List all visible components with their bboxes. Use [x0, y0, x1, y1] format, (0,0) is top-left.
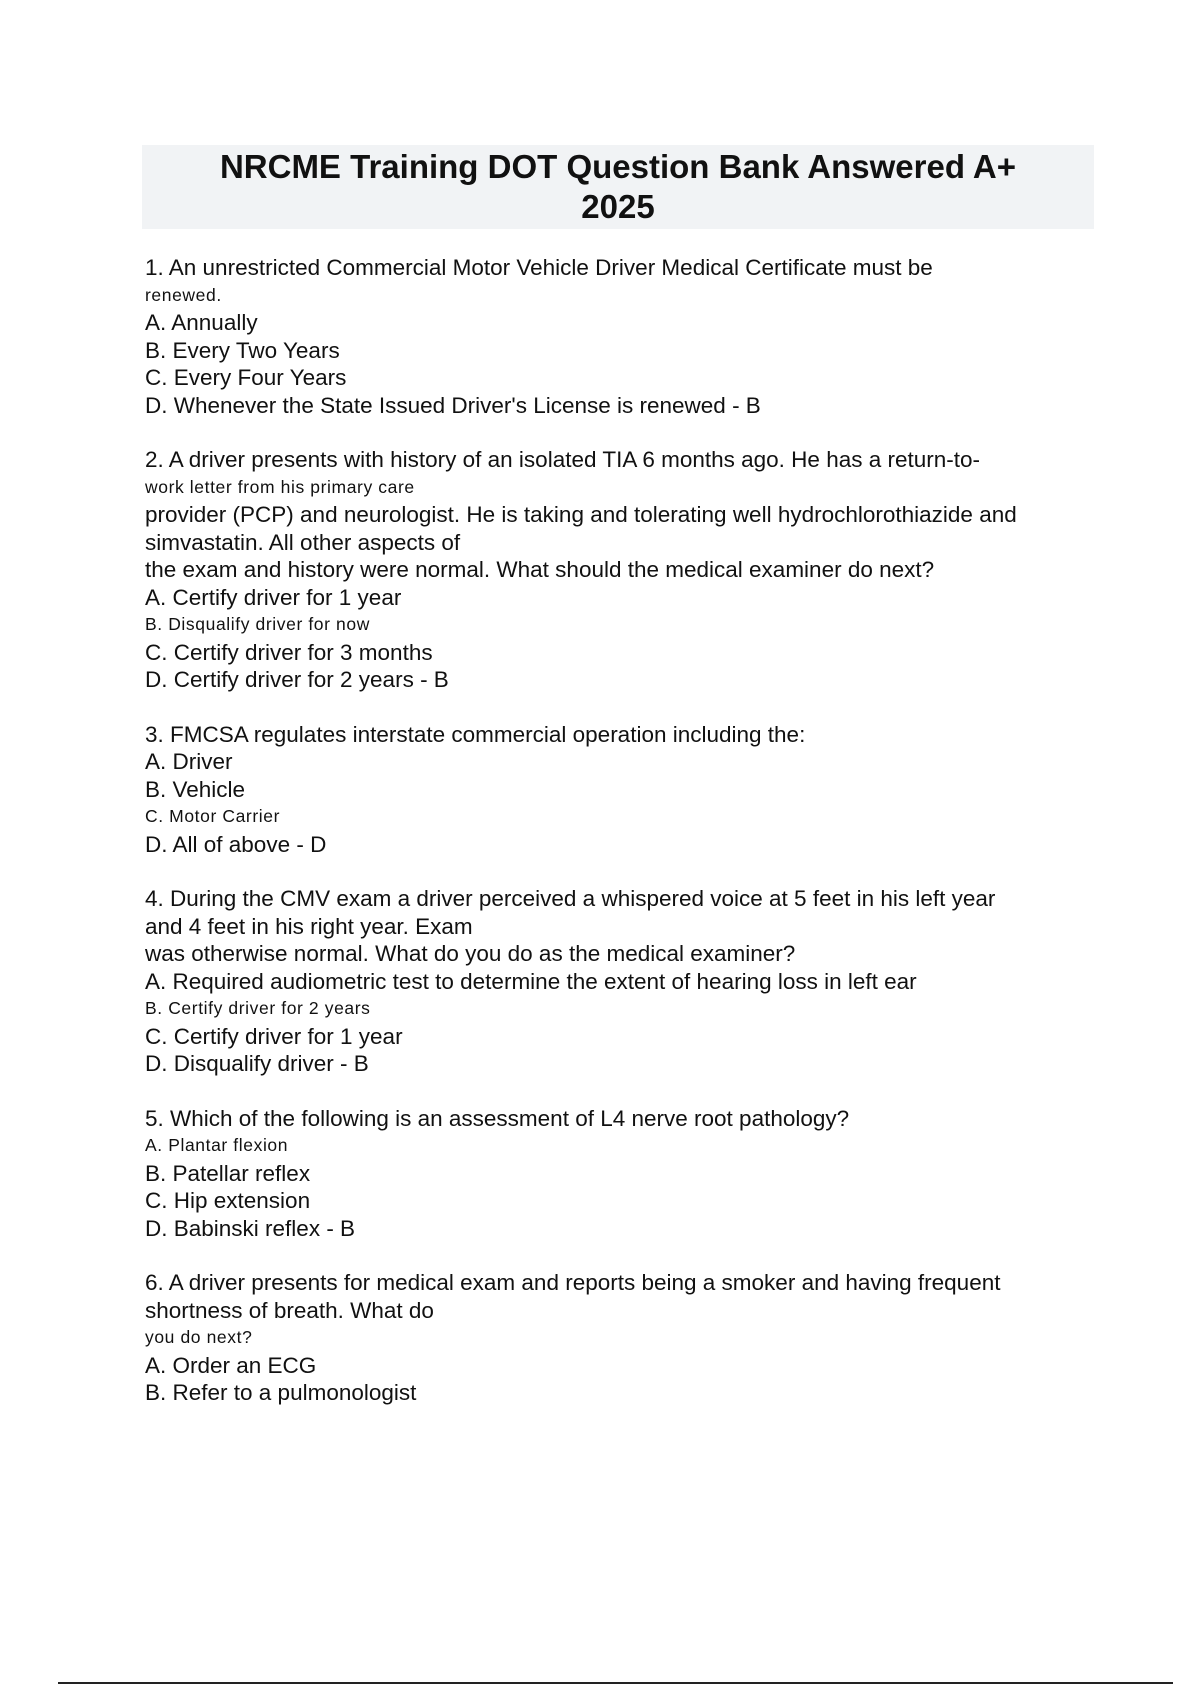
question-text: the exam and history were normal. What should the medical examiner do next? — [145, 557, 935, 582]
answer-option: C. Hip extension — [145, 1188, 311, 1213]
answer-option: A. Annually — [145, 310, 258, 335]
answer-option: B. Vehicle — [145, 776, 246, 802]
answer-option: C. Certify driver for 1 year — [145, 1023, 403, 1049]
question-text: and 4 feet in his right year. Exam — [145, 913, 473, 939]
question-text: 5. Which of the following is an assessment of L4 nerve root pathology? — [145, 1105, 850, 1131]
question-text: 6. A driver presents for medical exam and reports being a smoker and having frequent — [145, 1270, 1001, 1295]
question-text: simvastatin. All other aspects of — [145, 529, 461, 555]
question-5 — [145, 1105, 1095, 1243]
question-2 — [145, 446, 1095, 694]
question-text: provider (PCP) and neurologist. He is taking and tolerating well hydrochlorothiazide and — [145, 502, 1017, 527]
answer-option: D. Disqualify driver - B — [145, 1051, 369, 1076]
document-title — [142, 145, 1094, 229]
answer-option: B. Refer to a pulmonologist — [145, 1380, 417, 1405]
answer-option: A. Order an ECG — [145, 1352, 317, 1378]
title-line-2: 2025 — [581, 188, 655, 225]
question-list — [145, 254, 1095, 1434]
answer-option: C. Motor Carrier — [145, 806, 281, 826]
answer-option: B. Disqualify driver for now — [145, 614, 370, 634]
question-4 — [145, 885, 1095, 1078]
answer-option: C. Certify driver for 3 months — [145, 639, 433, 665]
answer-option: B. Patellar reflex — [145, 1160, 311, 1186]
question-text: renewed. — [145, 284, 222, 305]
question-1 — [145, 254, 1095, 419]
answer-option: D. Babinski reflex - B — [145, 1215, 356, 1241]
bottom-divider — [58, 1682, 1173, 1684]
title-line-1: NRCME Training DOT Question Bank Answered A+ — [219, 148, 1017, 185]
answer-option: C. Every Four Years — [145, 365, 347, 390]
question-6 — [145, 1269, 1095, 1407]
question-text: 1. An unrestricted Commercial Motor Vehicle Driver Medical Certificate must be — [145, 255, 933, 280]
question-text: 3. FMCSA regulates interstate commercial operation including the: — [145, 721, 806, 747]
question-3 — [145, 721, 1095, 859]
answer-option: A. Plantar flexion — [145, 1135, 289, 1155]
answer-option: A. Driver — [145, 749, 233, 774]
question-text: work letter from his primary care — [145, 476, 415, 497]
answer-option: A. Required audiometric test to determine the extent of hearing loss in left ear — [145, 968, 917, 994]
question-text: you do next? — [145, 1327, 253, 1347]
answer-option: A. Certify driver for 1 year — [145, 584, 402, 610]
answer-option: B. Certify driver for 2 years — [145, 998, 371, 1018]
answer-option: D. Certify driver for 2 years - B — [145, 667, 449, 692]
question-text: was otherwise normal. What do you do as the medical examiner? — [145, 941, 796, 966]
answer-option: D. All of above - D — [145, 831, 327, 857]
question-text: 4. During the CMV exam a driver perceived a whispered voice at 5 feet in his left year — [145, 886, 996, 911]
question-text: shortness of breath. What do — [145, 1297, 434, 1323]
question-text: 2. A driver presents with history of an isolated TIA 6 months ago. He has a return-to- — [145, 447, 981, 472]
answer-option: D. Whenever the State Issued Driver's License is renewed - B — [145, 392, 761, 418]
answer-option: B. Every Two Years — [145, 337, 340, 363]
